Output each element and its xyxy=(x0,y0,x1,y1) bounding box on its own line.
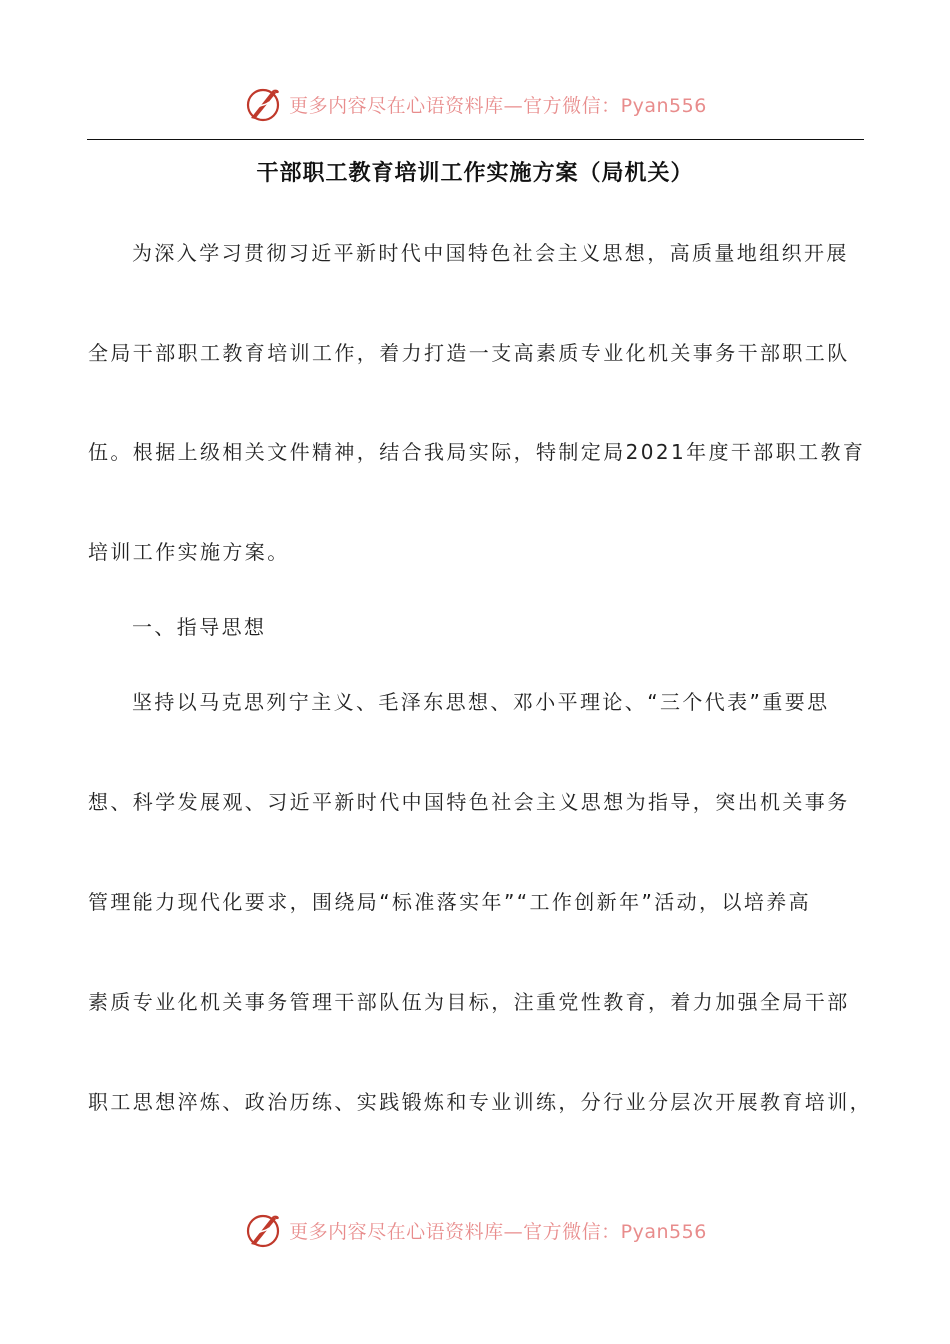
wechat-handle: Pyan556 xyxy=(620,1220,707,1243)
body-line: 素质专业化机关事务管理干部队伍为目标，注重党性教育，着力加强全局干部 xyxy=(88,990,850,1014)
body-line: 管理能力现代化要求，围绕局“标准落实年”“工作创新年”活动，以培养高 xyxy=(88,890,812,914)
document-title: 干部职工教育培训工作实施方案（局机关） xyxy=(256,161,694,186)
body-line: 为深入学习贯彻习近平新时代中国特色社会主义思想，高质量地组织开展 xyxy=(132,241,849,265)
header-divider xyxy=(87,139,864,140)
quill-pen-logo-icon xyxy=(243,1210,283,1250)
header-banner xyxy=(0,82,950,126)
body-line: 坚持以马克思列宁主义、毛泽东思想、邓小平理论、“三个代表”重要思 xyxy=(132,690,830,714)
body-line: 想、科学发展观、习近平新时代中国特色社会主义思想为指导，突出机关事务 xyxy=(88,790,850,814)
wechat-handle: Pyan556 xyxy=(620,94,707,117)
body-line: 全局干部职工教育培训工作，着力打造一支高素质专业化机关事务干部职工队 xyxy=(88,341,850,365)
body-line: 伍。根据上级相关文件精神，结合我局实际，特制定局2021年度干部职工教育 xyxy=(88,440,866,464)
footer-banner xyxy=(0,1208,950,1252)
body-line: 职工思想淬炼、政治历练、实践锻炼和专业训练，分行业分层次开展教育培训， xyxy=(88,1090,872,1114)
quill-pen-logo-icon xyxy=(243,84,283,124)
banner-text: 更多内容尽在心语资料库—官方微信：Pyan556 xyxy=(289,1220,707,1243)
banner-text: 更多内容尽在心语资料库—官方微信：Pyan556 xyxy=(289,94,707,117)
section-heading: 一、指导思想 xyxy=(132,615,267,639)
body-line: 培训工作实施方案。 xyxy=(88,540,290,564)
